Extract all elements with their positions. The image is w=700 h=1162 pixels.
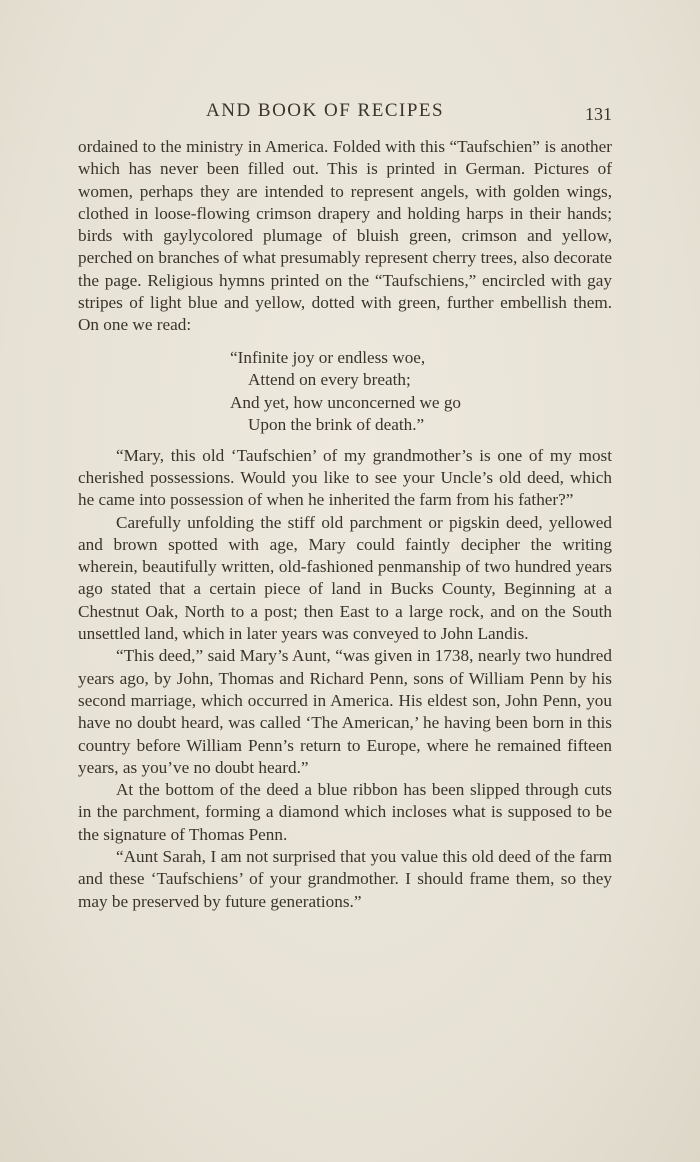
running-title: AND BOOK OF RECIPES (206, 100, 445, 121)
verse-line-2: Attend on every breath; (248, 370, 411, 390)
body-text (78, 136, 612, 913)
paragraph-6: “Aunt Sarah, I am not surprised that you value this old deed of the farm and these ‘Taufschiens’ of your grandmother. I should frame them, so they may be preserved by future generations.” (78, 847, 612, 911)
verse-line-1: “Infinite joy or endless woe, (230, 347, 426, 367)
book-page (78, 96, 612, 913)
running-head (78, 96, 612, 126)
hymn-verse (230, 347, 612, 437)
paragraph-5: At the bottom of the deed a blue ribbon has been slipped through cuts in the parchment, forming a diamond which incloses what is supposed to be the signature of Thomas Penn. (78, 780, 612, 844)
page-number: 131 (585, 104, 612, 124)
verse-line-4: Upon the brink of death.” (248, 415, 425, 435)
paragraph-3: Carefully unfolding the stiff old parchment or pigskin deed, yellowed and brown spotted with age, Mary could faintly decipher the writing wherein, beautifully written, old-fashioned penmanship of two hundred years ago stated that a certain piece of land in Bucks County, Beginning at a Chestnut Oak, North to a post; then East to a large rock, and on the South unsettled land, which in later years was conveyed to John Landis. (78, 512, 612, 644)
paragraph-4: “This deed,” said Mary’s Aunt, “was given in 1738, nearly two hundred years ago, by John, Thomas and Richard Penn, sons of William Penn by his second marriage, which occurred in America. His eldest son, John Penn, you have no doubt heard, was called ‘The American,’ he having been born in this country before William Penn’s return to Europe, where he remained fifteen years, as you’ve no doubt heard.” (78, 646, 612, 777)
verse-line-3: And yet, how unconcerned we go (230, 392, 462, 412)
paragraph-1: ordained to the ministry in America. Folded with this “Taufschien” is another which has never been filled out. This is printed in German. Pictures of women, perhaps they are intended to represent angels, with golden wings, clothed in loose-flowing crimson drapery and holding harps in their hands; birds with gaylycolored plumage of bluish green, crimson and yellow, perched on branches of what presumably represent cherry trees, also decorate the page. Religious hymns printed on the “Taufschiens,” encircled with gay stripes of light blue and yellow, dotted with green, further embellish them. On one we read: (78, 137, 612, 335)
paragraph-2: “Mary, this old ‘Taufschien’ of my grandmother’s is one of my most cherished possessions. Would you like to see your Uncle’s old deed, which he came into possession of when he inherited the farm from his father?” (78, 445, 612, 510)
